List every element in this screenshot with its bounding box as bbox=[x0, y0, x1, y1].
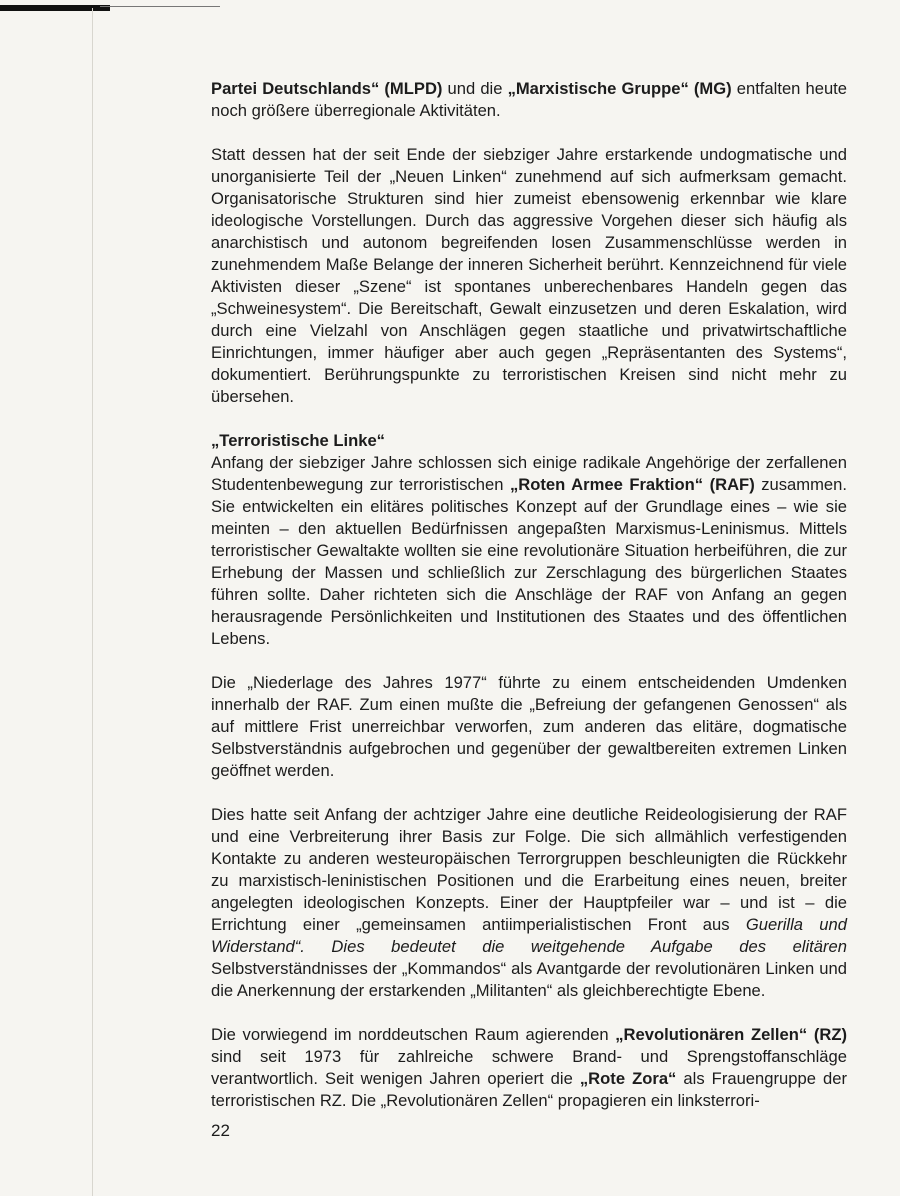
paragraph-raf bbox=[211, 452, 847, 650]
scan-edge-mark bbox=[0, 5, 110, 11]
text-run: sind seit 1973 für zahlreiche schwere Brand- und Sprengstoffanschläge verantwortlich. Seit wenigen Jahren operiert die bbox=[211, 1047, 847, 1088]
heading-text: „Terroristische Linke“ bbox=[211, 431, 385, 450]
paragraph-neue-linke: Statt dessen hat der seit Ende der siebziger Jahre erstarkende undogmatische und unorganisierte Teil der „Neuen Linken“ zunehmend auf sich aufmerksam gemacht. Organisatorische Strukturen sind hier zumeist ebensowenig erkennbar wie klare ideologische Vorstellungen. Durch das aggressive Vorgehen dieser sich häufig als anarchistisch und autonom begreifenden losen Zusammenschlüsse werden in zunehmendem Maße Belange der inneren Sicherheit berührt. Kennzeichnend für viele Aktivisten dieser „Szene“ ist spontanes unberechenbares Handeln gegen das „Schweinesystem“. Die Bereitschaft, Gewalt einzusetzen und deren Eskalation, wird durch eine Vielzahl von Anschlägen gegen staatliche und privatwirtschaftliche Einrichtungen, immer häufiger aber auch gegen „Repräsentanten des Systems“, dokumentiert. Berührungspunkte zu terroristischen Kreisen sind nicht mehr zu übersehen. bbox=[211, 145, 847, 406]
paragraph-mlpd bbox=[211, 78, 847, 122]
page-body bbox=[211, 78, 847, 1112]
paragraph-niederlage: Die „Niederlage des Jahres 1977“ führte zu einem entscheidenden Umdenken innerhalb der RAF. Zum einen mußte die „Befreiung der gefangenen Genossen“ als auf mittlere Frist unerreichbar verworfen, zum anderen das elitäre, dogmatische Selbstverständnis aufgebrochen und gegenüber der gewaltbereiten extremen Linken geöffnet werden. bbox=[211, 673, 847, 780]
rote-zora-name: „Rote Zora“ bbox=[579, 1069, 677, 1088]
text-run: entfalten heute noch größere überregionale Aktivitäten. bbox=[211, 79, 848, 120]
rz-name: „Revolutionären Zellen“ (RZ) bbox=[615, 1025, 847, 1044]
text-run: zusammen. Sie entwickelten ein elitäres politisches Konzept auf der Grundlage eines – wie sie meinten – den aktuellen Bedürfnissen angepaßten Marxismus-Leninismus. Mittels terroristischer Gewaltakte wollten sie eine revolutionäre Situation herbeiführen, die zur Erhebung der Massen und schließlich zur Zerschlagung des bürgerlichen Staates führen sollte. Daher richteten sich die Anschläge der RAF von Anfang an gegen herausragende Persönlichkeiten und Institutionen des Staates und des öffentlichen Lebens. bbox=[211, 475, 847, 648]
paragraph-rz bbox=[211, 1024, 847, 1112]
binding-margin-line bbox=[92, 8, 93, 1196]
group-name-mg: „Marxistische Gruppe“ (MG) bbox=[507, 79, 732, 98]
text-run: Anfang der siebziger Jahre schlossen sich einige radikale Angehörige der zerfallenen Studentenbewegung zur terroristischen bbox=[211, 453, 847, 494]
text-run: Selbstverständnisses der „Kommandos“ als Avantgarde der revolutionären Linken und die Anerkennung der erstarkenden „Militanten“ als gleichberechtigte Ebene. bbox=[211, 959, 847, 1000]
page-number: 22 bbox=[211, 1121, 230, 1140]
party-name-mlpd: Partei Deutschlands“ (MLPD) bbox=[211, 79, 443, 98]
raf-name: „Roten Armee Fraktion“ (RAF) bbox=[509, 475, 755, 494]
text-run: als Frauengruppe der terroristischen RZ. Die „Revolutionären Zellen“ propagieren ein linksterrori- bbox=[211, 1069, 847, 1110]
section-heading bbox=[211, 430, 847, 452]
text-run: Dies hatte seit Anfang der achtziger Jahre eine deutliche Reideologisierung der RAF und eine Verbreiterung ihrer Basis zur Folge. Die sich allmählich verfestigenden Kontakte zu anderen westeuropäischen Terrorgruppen beschleunigten die Rückkehr zu marxistisch-leninistischen Positionen und die Erarbeitung eines neuen, breiter angelegten ideologischen Konzepts. Einer der Hauptpfeiler war – und ist – die Errichtung einer „gemeinsamen antiimperialistischen Front aus bbox=[211, 805, 847, 934]
paragraph-reideologisierung bbox=[211, 804, 847, 1002]
text-run: Die vorwiegend im norddeutschen Raum agierenden bbox=[211, 1025, 616, 1044]
italic-run: Guerilla und Widerstand“. Dies bedeutet die weitgehende Aufgabe des elitären bbox=[211, 915, 847, 956]
scan-edge-line bbox=[100, 6, 220, 7]
text-run: und die bbox=[442, 79, 508, 98]
